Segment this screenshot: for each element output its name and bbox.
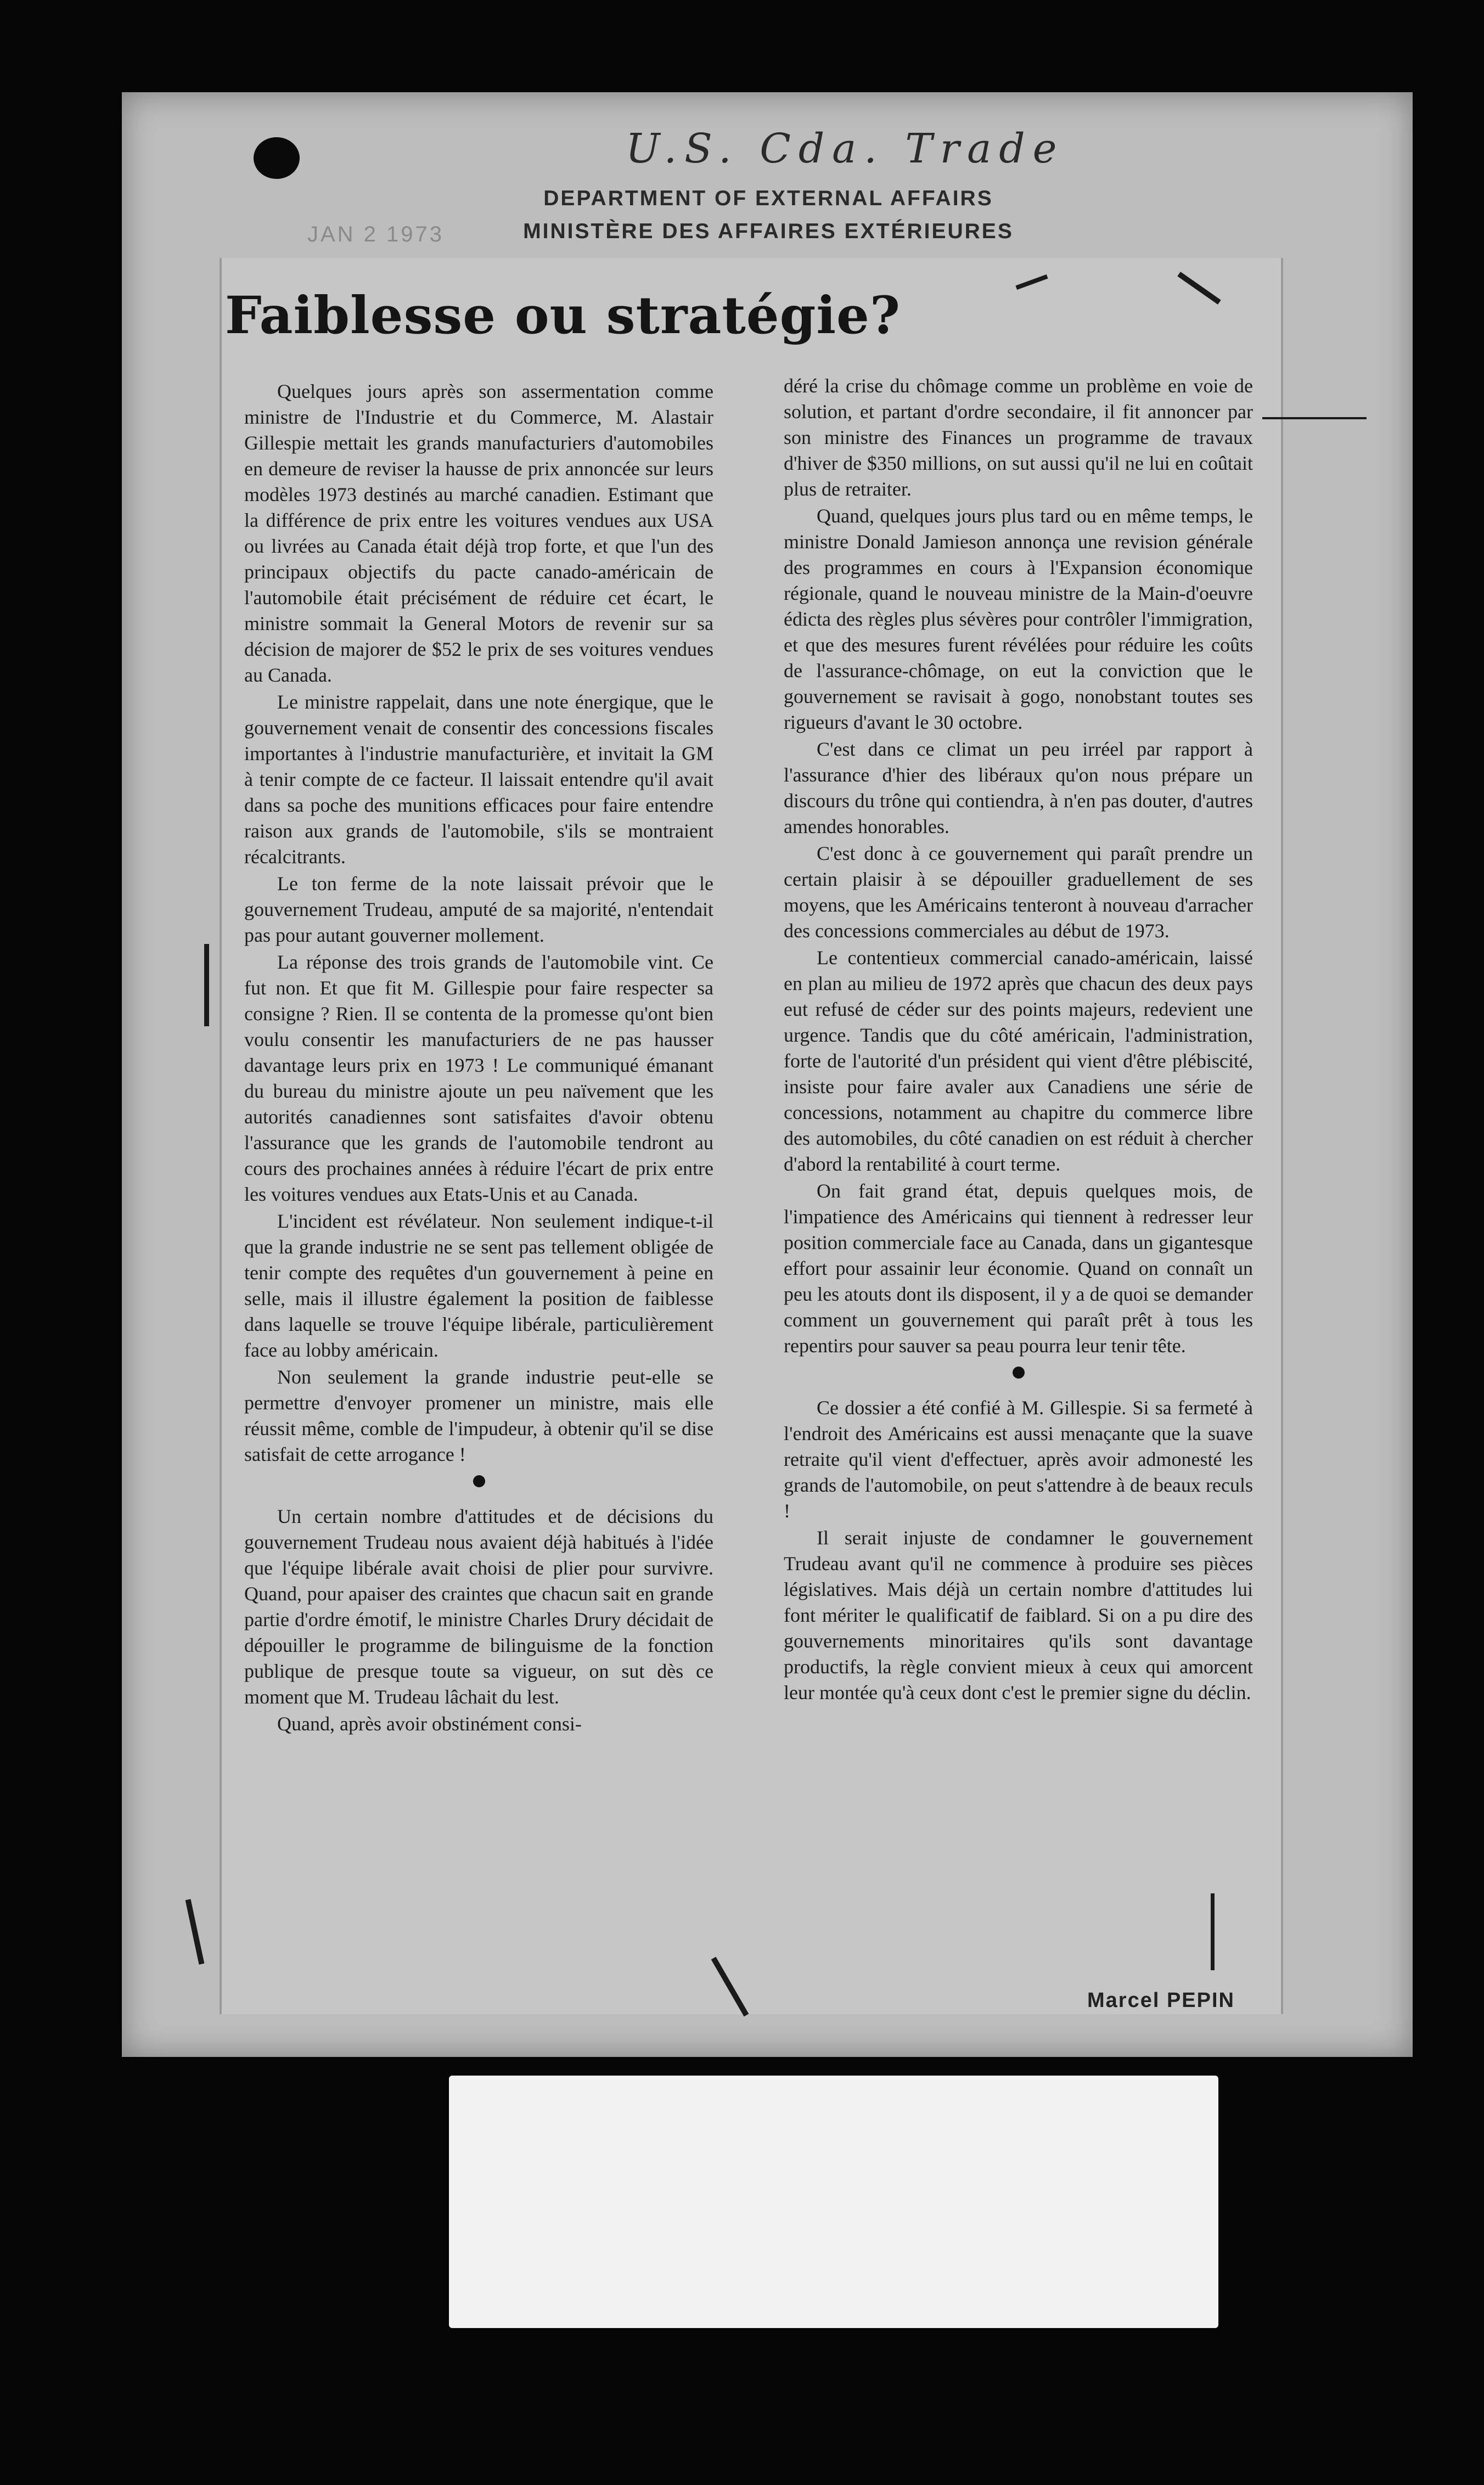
article-author: Marcel PEPIN (1087, 1989, 1235, 2012)
paragraph: C'est donc à ce gouvernement qui paraît prendre un certain plaisir à se dépouiller graduellement de ses moyens, que les Américains tenteront à nouveau d'arracher des concessions commerciales au début de 1973. (784, 842, 1253, 942)
article-headline: Faiblesse ou stratégie? (225, 285, 901, 346)
margin-line-mark (1262, 417, 1367, 419)
department-name-english: DEPARTMENT OF EXTERNAL AFFAIRS (543, 187, 993, 210)
margin-bar-mark (1211, 1893, 1215, 1970)
margin-bar-mark (204, 944, 209, 1026)
paragraph: On fait grand état, depuis quelques mois, de l'impatience des Américains qui tiennent à redresser leur position commerciale face au Canada, dans un gigantesque effort pour assainir leur économie. Quand on connaît un peu les atouts dont ils disposent, il y a de quoi se demander comment un gouvernement qui paraît prêt à tous les repentirs pour sauver sa peau pourra leur tenir tête. (784, 1180, 1253, 1357)
department-name-french: MINISTÈRE DES AFFAIRES EXTÉRIEURES (523, 220, 1014, 243)
paragraph: Quand, quelques jours plus tard ou en même temps, le ministre Donald Jamieson annonça une revision générale des programmes en cours à l'Expansion économique régionale, quand le nouveau ministre de la Main-d'oeuvre édicta des règles plus sévères pour contrôler l'immigration, et que des mesures furent révélées pour réduire les coûts de l'assurance-chômage, on eut la conviction que le gouvernement se ravisait à gogo, nonobstant toutes ses rigueurs d'avant le 30 octobre. (784, 505, 1253, 733)
paragraph: Le ton ferme de la note laissait prévoir que le gouvernement Trudeau, amputé de sa majorité, n'entendait pas pour autant gouverner mollement. (244, 873, 713, 946)
blank-index-card (449, 2076, 1218, 2328)
paragraph: C'est dans ce climat un peu irréel par rapport à l'assurance d'hier des libéraux qu'on nous prépare un discours du trône qui contiendra, à n'en pas douter, d'autres amendes honorables. (784, 738, 1253, 837)
paragraph: L'incident est révélateur. Non seulement indique-t-il que la grande industrie ne se sent pas tellement obligée de tenir compte des requêtes d'un gouvernement à peine en selle, mais il illustre également la position de faiblesse dans laquelle se trouve l'équipe libérale, particulièrement face au lobby américain. (244, 1210, 713, 1361)
date-stamp: JAN 2 1973 (307, 222, 445, 246)
paragraph: Le contentieux commercial canado-américain, laissé en plan au milieu de 1972 après que chacun des deux pays eut refusé de céder sur des points majeurs, redevient une urgence. Tandis que du côté américain, l'administration, forte de l'autorité d'un président qui vient d'être plébiscité, insiste pour faire avaler aux Canadiens une série de concessions, notamment au chapitre du commerce libre des automobiles, du côté canadien on est réduit à chercher d'abord la rentabilité à court terme. (784, 947, 1253, 1175)
handwritten-file-note: U.S. Cda. Trade (626, 125, 1065, 172)
paragraph: Quand, après avoir obstinément consi- (277, 1713, 582, 1735)
paragraph: Quelques jours après son assermentation comme ministre de l'Industrie et du Commerce, M. Alastair Gillespie mettait les grands manufacturiers d'automobiles en demeure de reviser la hausse de prix annoncée sur leurs modèles 1973 destinés au marché canadien. Estimant que la différence de prix entre les voitures vendues aux USA ou livrées au Canada était déjà trop forte, et que l'un des principaux objectifs du pacte canado-américain de l'automobile était précisément de réduire cet écart, le ministre sommait la General Motors de revenir sur sa décision de majorer de $52 le prix de ses voitures vendues au Canada. (244, 380, 713, 686)
paragraph: Non seulement la grande industrie peut-elle se permettre d'envoyer promener un ministre, mais elle réussit même, comble de l'impudeur, à obtenir qu'il se dise satisfait de cette arrogance ! (244, 1366, 713, 1465)
paragraph: déré la crise du chômage comme un problème en voie de solution, et partant d'ordre secondaire, il fit annoncer par son ministre des Finances un programme de travaux d'hiver de $350 millions, on sut aussi qu'il ne lui en coûtait plus de retraiter. (784, 375, 1253, 500)
punch-hole (254, 137, 300, 179)
article-column-right (784, 373, 1253, 1992)
paragraph: Ce dossier a été confié à M. Gillespie. Si sa fermeté à l'endroit des Américains est aussi menaçante que la suave retraite qu'il vient d'effectuer, après avoir admonesté les grands de l'automobile, on peut s'attendre à de beaux reculs ! (784, 1397, 1253, 1522)
section-bullet (473, 1475, 485, 1487)
article-column-left (244, 379, 713, 2022)
paragraph: Un certain nombre d'attitudes et de décisions du gouvernement Trudeau nous avaient déjà habitués à l'idée que l'équipe libérale avait choisi de plier pour survivre. Quand, pour apaiser des craintes que chacun sait en grande partie d'ordre émotif, le ministre Charles Drury décidait de dépouiller le programme de bilinguisme de la fonction publique de presque toute sa vigueur, on sut dès ce moment que M. Trudeau lâchait du lest. (244, 1505, 713, 1708)
paragraph: La réponse des trois grands de l'automobile vint. Ce fut non. Et que fit M. Gillespie pour faire respecter sa consigne ? Rien. Il se contenta de la promesse qu'ont bien voulu consentir les manufacturiers de ne pas hausser davantage leurs prix en 1973 ! Le communiqué émanant du bureau du ministre ajoute un peu naïvement que les autorités canadiennes sont satisfaites d'avoir obtenu l'assurance que les grands de l'automobile tendront au cours des prochaines années à réduire l'écart de prix entre les voitures vendues aux Etats-Unis et au Canada. (244, 951, 713, 1205)
section-bullet (1013, 1367, 1025, 1379)
department-letterhead (521, 182, 1015, 248)
paragraph: Il serait injuste de condamner le gouvernement Trudeau avant qu'il ne commence à produire ses pièces législatives. Mais déjà un certain nombre d'attitudes lui font mériter le qualificatif de faiblard. Si on a pu dire des gouvernements minoritaires qu'ils sont davantage productifs, la règle convient mieux à ceux qui amorcent leur montée qu'à ceux dont c'est le premier signe du déclin. (784, 1527, 1253, 1703)
paragraph: Le ministre rappelait, dans une note énergique, que le gouvernement venait de consentir des concessions fiscales importantes à l'industrie manufacturière, et invitait la GM à tenir compte de ce facteur. Il laissait entendre qu'il avait dans sa poche des munitions efficaces pour faire entendre raison aux grands de l'automobile, s'ils se montraient récalcitrants. (244, 691, 713, 868)
